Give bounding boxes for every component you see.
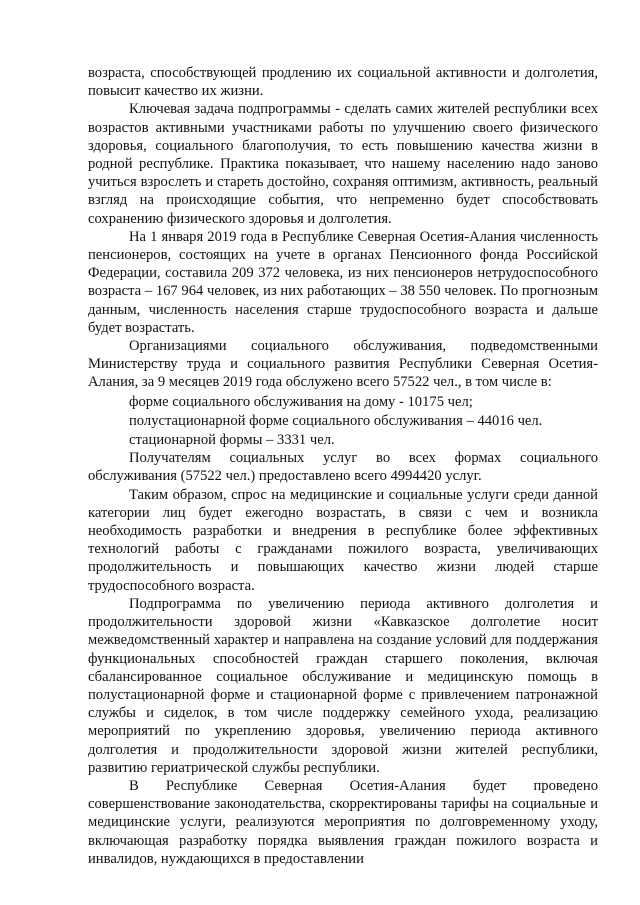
paragraph-legislation: В Республике Северная Осетия-Алания будет проведено совершенствование законодательства, скорректированы тарифы на социальные и медицинские услуги, реализуются мероприятия по долговременному уходу, включающая разработку порядка выявления граждан пожилого возраста и инвалидов, нуждающихся в предоставлении (88, 777, 598, 867)
paragraph-pensioner-statistics: На 1 января 2019 года в Республике Северная Осетия-Алания численность пенсионеров, состоящих на учете в органах Пенсионного фонда Российской Федерации, составила 209 372 человека, из них пенсионеров нетрудоспособного возраста – 167 964 человек, из них работающих – 38 550 человек. По прогнозным данным, численность населения старше трудоспособного возраста и дальше будет возрастать. (88, 228, 598, 336)
paragraph-subprogram-description: Подпрограмма по увеличению периода активного долголетия и продолжительности здоровой жизни «Кавказское долголетие носит межведомственный характер и направлена на создание условий для поддержания функциональных способностей граждан старшего поколения, включая сбалансированное социальное обслуживание и медицинскую помощь в полустационарной форме и стационарной форме с привлечением патронажной службы и сиделок, в том числе поддержку семейного ухода, реализацию мероприятий по укреплению здоровья, увеличению периода активного долголетия и продолжительности здоровой жизни жителей республики, развитию гериатрической службы республики. (88, 595, 598, 776)
paragraph-intro-continuation: возраста, способствующей продлению их социальной активности и долголетия, повысит качество их жизни. (88, 65, 598, 100)
paragraph-key-task: Ключевая задача подпрограммы - сделать самих жителей республики всех возрастов активными участниками работы по улучшению своего физического здоровья, социального благополучия, то есть повышению качества жизни в родной республике. Практика показывает, что нашему населению надо заново учиться взрослеть и стареть достойно, сохраняя оптимизм, активность, реальный взгляд на происходящие события, что непременно будет способствовать сохранению физического здоровья и долголетия. (88, 101, 598, 227)
list-item-semi-stationary: полустационарной форме социального обслуживания – 44016 чел. (129, 412, 543, 429)
list-item-stationary: стационарной формы – 3331 чел. (129, 432, 335, 449)
document-body (88, 64, 598, 868)
paragraph-services-provided: Получателям социальных услуг во всех формах социального обслуживания (57522 чел.) предоставлено всего 4994420 услуг. (88, 450, 598, 485)
list-item-home-service: форме социального обслуживания на дому - 10175 чел; (129, 393, 473, 410)
paragraph-demand-growth: Таким образом, спрос на медицинские и социальные услуги среди данной категории лиц будет ежегодно возрастать, в связи с чем и возникла необходимость разработки и внедрения в республике более эффективных технологий работы с гражданами пожилого возраста, увеличивающих продолжительность и повышающих качество жизни людей старше трудоспособного возраста. (88, 486, 598, 594)
paragraph-social-organizations: Организациями социального обслуживания, подведомственными Министерству труда и социального развития Республики Северная Осетия-Алания, за 9 месяцев 2019 года обслужено всего 57522 чел., в том числе в: (88, 338, 598, 391)
